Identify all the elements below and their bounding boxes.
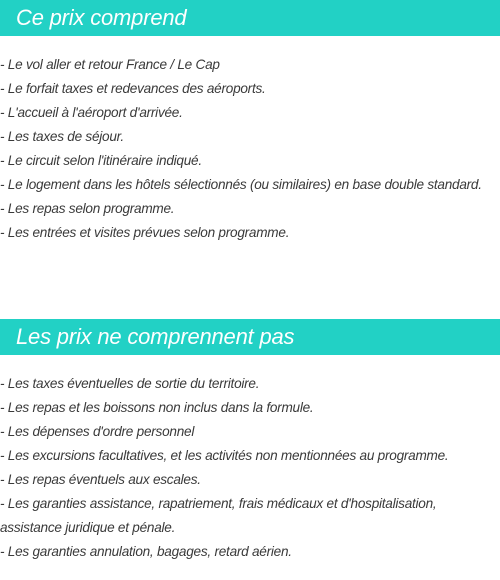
included-section [0,0,500,245]
included-item: - Le logement dans les hôtels sélectionnés (ou similaires) en base double standard. [0,177,482,192]
excluded-item: - Les repas et les boissons non inclus dans la formule. [0,400,314,415]
excluded-title: Les prix ne comprennent pas [0,319,500,355]
included-item: - Les taxes de séjour. [0,129,124,144]
excluded-item: - Les taxes éventuelles de sortie du territoire. [0,376,260,391]
included-item: - Le forfait taxes et redevances des aéroports. [0,81,266,96]
included-list [0,53,500,245]
excluded-list [0,372,500,564]
included-item: - Les repas selon programme. [0,201,175,216]
included-title: Ce prix comprend [0,0,500,36]
excluded-item: - Les excursions facultatives, et les activités non mentionnées au programme. [0,448,449,463]
excluded-section [0,319,500,564]
excluded-item: - Les garanties assistance, rapatriement, frais médicaux et d'hospitalisation, assistance juridique et pénale. [0,496,437,535]
excluded-item: - Les dépenses d'ordre personnel [0,424,195,439]
included-item: - Les entrées et visites prévues selon programme. [0,225,290,240]
included-item: - Le circuit selon l'itinéraire indiqué. [0,153,202,168]
excluded-item: - Les garanties annulation, bagages, retard aérien. [0,544,292,559]
included-item: - Le vol aller et retour France / Le Cap [0,57,220,72]
excluded-item: - Les repas éventuels aux escales. [0,472,201,487]
included-item: - L'accueil à l'aéroport d'arrivée. [0,105,183,120]
